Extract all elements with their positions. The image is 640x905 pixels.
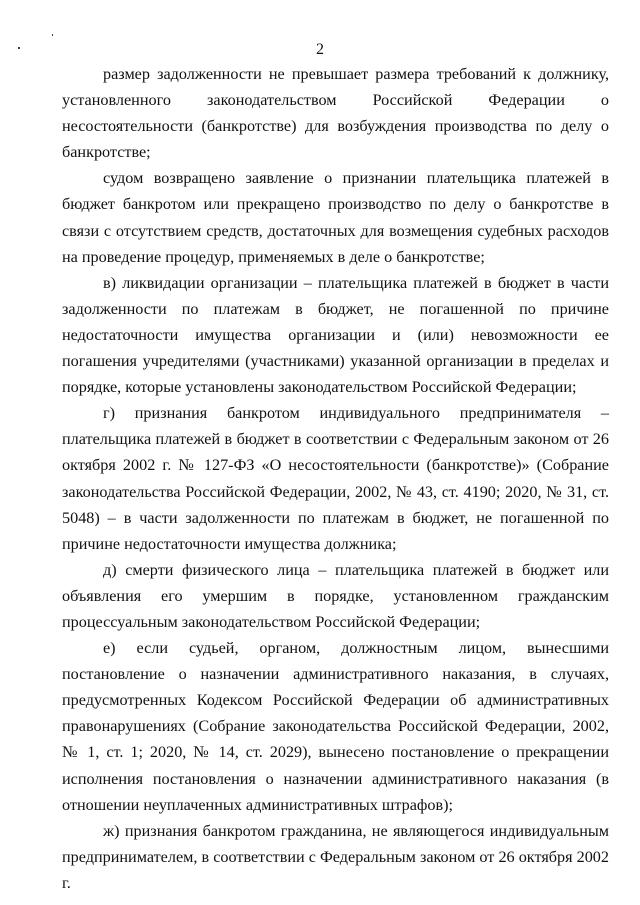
paragraph: г) признания банкротом индивидуального предпринимателя – плательщика платежей в бюджет в соответствии с Федеральным законом от 26 октября 2002 г. № 127-ФЗ «О несостоятельности (банкротстве)» (Собрание законодательства Российской Федерации, 2002, № 43, ст. 4190; 2020, № 31, ст. 5048) – в части задолженности по платежам в бюджет, не погашенной по причине недостаточности имущества должника; bbox=[62, 404, 609, 553]
paragraph: е) если судьей, органом, должностным лицом, вынесшими постановление о назначении административного наказания, в случаях, предусмотренных Кодексом Российской Федерации об административных правонарушениях (Собрание законодательства Российской Федерации, 2002, № 1, ст. 1; 2020, № 14, ст. 2029), вынесено постановление о прекращении исполнения постановления о назначении административного наказания (в отношении неуплаченных административных штрафов); bbox=[62, 639, 609, 814]
paragraph: ж) признания банкротом гражданина, не являющегося индивидуальным предпринимателем, в соответствии с Федеральным законом от 26 октября 2002 г. bbox=[62, 821, 609, 892]
paragraph: судом возвращено заявление о признании плательщика платежей в бюджет банкротом или прекращено производство по делу о банкротстве в связи с отсутствием средств, достаточных для возмещения судебных расходов на проведение процедур, применяемых в деле о банкротстве; bbox=[62, 169, 609, 266]
page-number: 2 bbox=[316, 41, 324, 58]
paragraph: в) ликвидации организации – плательщика платежей в бюджет в части задолженности по платежам в бюджет, не погашенной по причине недостаточности имущества организации и (или) невозможности ее погашения учредителями (участниками) указанной организации в пределах и порядке, которые установлены законодательством Российской Федерации; bbox=[62, 273, 609, 397]
paragraph: д) смерти физического лица – плательщика платежей в бюджет или объявления его умершим в порядке, установленном гражданским процессуальным законодательством Российской Федерации; bbox=[62, 560, 609, 631]
scan-speck bbox=[52, 34, 53, 36]
document-body bbox=[62, 61, 609, 896]
paragraph: размер задолженности не превышает размера требований к должнику, установленного законодательством Российской Федерации о несостоятельности (банкротстве) для возбуждения производства по делу о банкротстве; bbox=[62, 65, 609, 162]
